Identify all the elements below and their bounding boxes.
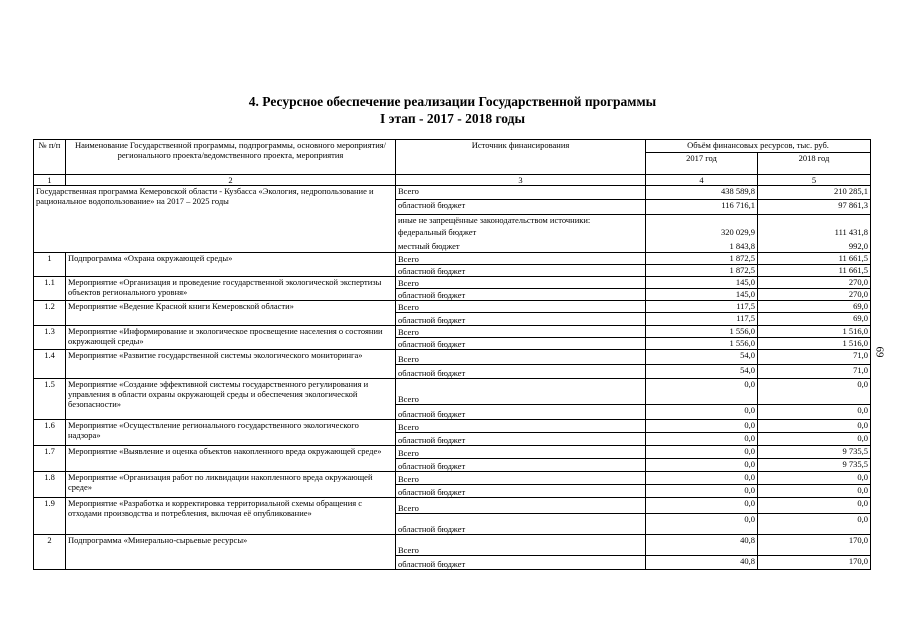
table-row — [34, 253, 871, 265]
value-2018: 0,0 — [758, 379, 871, 405]
source-cell: иные не запрещённые законодательством источники: — [396, 215, 646, 227]
source-cell: областной бюджет — [396, 365, 646, 379]
item-number: 1.5 — [34, 379, 66, 420]
value-2017: 0,0 — [646, 472, 758, 485]
table-row — [34, 326, 871, 338]
header-2017: 2017 год — [646, 153, 758, 175]
value-2017: 117,5 — [646, 301, 758, 313]
value-2018: 71,0 — [758, 350, 871, 365]
page-number: 69 — [873, 346, 886, 358]
value-2017: 117,5 — [646, 313, 758, 326]
value-2017 — [646, 215, 758, 227]
value-2017: 54,0 — [646, 350, 758, 365]
item-number: 1.3 — [34, 326, 66, 350]
header-source: Источник финансирования — [396, 140, 646, 175]
value-2018 — [758, 215, 871, 227]
source-cell: областной бюджет — [396, 514, 646, 535]
item-name: Подпрограмма «Минерально-сырьевые ресурсы» — [66, 535, 396, 570]
value-2018: 69,0 — [758, 313, 871, 326]
value-2018: 97 861,3 — [758, 200, 871, 215]
table-row — [34, 350, 871, 365]
item-name: Подпрограмма «Охрана окружающей среды» — [66, 253, 396, 277]
item-name: Мероприятие «Разработка и корректировка территориальной схемы обращения с отходами производства и потребления, включая её опубликование» — [66, 498, 396, 535]
source-cell: Всего — [396, 379, 646, 405]
item-number: 1.6 — [34, 420, 66, 446]
source-cell: областной бюджет — [396, 200, 646, 215]
source-cell: Всего — [396, 535, 646, 556]
value-2017: 320 029,9 — [646, 227, 758, 241]
item-name: Мероприятие «Выявление и оценка объектов накопленного вреда окружающей среде» — [66, 446, 396, 472]
table-row — [34, 535, 871, 556]
value-2017: 40,8 — [646, 535, 758, 556]
source-cell: местный бюджет — [396, 241, 646, 253]
source-cell: областной бюджет — [396, 313, 646, 326]
value-2017: 0,0 — [646, 514, 758, 535]
item-number: 1.9 — [34, 498, 66, 535]
source-cell: областной бюджет — [396, 459, 646, 472]
document-title: 4. Ресурсное обеспечение реализации Государственной программы — [248, 94, 657, 109]
table-row — [34, 301, 871, 313]
value-2017: 0,0 — [646, 498, 758, 514]
header-index-1: 1 — [34, 175, 66, 186]
value-2018: 0,0 — [758, 485, 871, 498]
value-2017: 0,0 — [646, 459, 758, 472]
value-2018: 170,0 — [758, 535, 871, 556]
table-row — [34, 379, 871, 405]
header-2018: 2018 год — [758, 153, 871, 175]
resource-table — [33, 139, 871, 570]
document-subtitle: I этап - 2017 - 2018 годы — [380, 111, 525, 126]
source-cell: областной бюджет — [396, 289, 646, 301]
value-2018: 69,0 — [758, 301, 871, 313]
value-2018: 0,0 — [758, 420, 871, 433]
value-2018: 1 516,0 — [758, 326, 871, 338]
value-2018: 111 431,8 — [758, 227, 871, 241]
source-cell: Всего — [396, 326, 646, 338]
item-name: Мероприятие «Организация работ по ликвидации накопленного вреда окружающей среде» — [66, 472, 396, 498]
value-2017: 0,0 — [646, 405, 758, 420]
value-2018: 11 661,5 — [758, 253, 871, 265]
source-cell: Всего — [396, 301, 646, 313]
value-2017: 145,0 — [646, 289, 758, 301]
value-2018: 992,0 — [758, 241, 871, 253]
value-2017: 40,8 — [646, 556, 758, 570]
table-row — [34, 420, 871, 433]
value-2018: 210 285,1 — [758, 186, 871, 200]
table-row — [34, 498, 871, 514]
value-2018: 71,0 — [758, 365, 871, 379]
source-cell: Всего — [396, 350, 646, 365]
header-num: № п/п — [34, 140, 66, 175]
value-2017: 1 556,0 — [646, 326, 758, 338]
table-row — [34, 472, 871, 485]
source-cell: областной бюджет — [396, 556, 646, 570]
item-number: 1.8 — [34, 472, 66, 498]
value-2018: 0,0 — [758, 433, 871, 446]
value-2017: 0,0 — [646, 433, 758, 446]
source-cell: областной бюджет — [396, 433, 646, 446]
value-2018: 9 735,5 — [758, 446, 871, 459]
value-2017: 116 716,1 — [646, 200, 758, 215]
value-2018: 1 516,0 — [758, 338, 871, 350]
table-row — [34, 277, 871, 289]
value-2018: 170,0 — [758, 556, 871, 570]
source-cell: Всего — [396, 186, 646, 200]
source-cell: федеральный бюджет — [396, 227, 646, 241]
header-index-5: 5 — [758, 175, 871, 186]
value-2017: 0,0 — [646, 485, 758, 498]
header-volume: Объём финансовых ресурсов, тыс. руб. — [646, 140, 871, 153]
source-cell: Всего — [396, 446, 646, 459]
value-2017: 145,0 — [646, 277, 758, 289]
item-name: Мероприятие «Информирование и экологическое просвещение населения о состоянии окружающей среды» — [66, 326, 396, 350]
item-number: 1 — [34, 253, 66, 277]
source-cell: областной бюджет — [396, 405, 646, 420]
source-cell: Всего — [396, 498, 646, 514]
value-2017: 0,0 — [646, 379, 758, 405]
item-number: 1.7 — [34, 446, 66, 472]
item-number: 1.4 — [34, 350, 66, 379]
header-index-3: 3 — [396, 175, 646, 186]
value-2017: 1 872,5 — [646, 265, 758, 277]
item-number: 2 — [34, 535, 66, 570]
value-2018: 11 661,5 — [758, 265, 871, 277]
value-2018: 0,0 — [758, 498, 871, 514]
item-name: Мероприятие «Осуществление регионального государственного экологического надзора» — [66, 420, 396, 446]
value-2018: 0,0 — [758, 405, 871, 420]
item-number: 1.2 — [34, 301, 66, 326]
item-name: Мероприятие «Создание эффективной системы государственного регулирования и управления в области охраны окружающей среды и обеспечения экологической безопасности» — [66, 379, 396, 420]
header-index-4: 4 — [646, 175, 758, 186]
value-2017: 0,0 — [646, 446, 758, 459]
source-cell: областной бюджет — [396, 338, 646, 350]
value-2017: 1 843,8 — [646, 241, 758, 253]
value-2017: 1 872,5 — [646, 253, 758, 265]
table-row — [34, 446, 871, 459]
source-cell: Всего — [396, 420, 646, 433]
source-cell: областной бюджет — [396, 265, 646, 277]
source-cell: Всего — [396, 253, 646, 265]
source-cell: Всего — [396, 277, 646, 289]
item-name: Мероприятие «Организация и проведение государственной экологической экспертизы объектов регионального уровня» — [66, 277, 396, 301]
value-2017: 1 556,0 — [646, 338, 758, 350]
value-2018: 0,0 — [758, 472, 871, 485]
value-2018: 270,0 — [758, 277, 871, 289]
item-name: Мероприятие «Ведение Красной книги Кемеровской области» — [66, 301, 396, 326]
value-2017: 54,0 — [646, 365, 758, 379]
header-index-2: 2 — [66, 175, 396, 186]
value-2018: 9 735,5 — [758, 459, 871, 472]
value-2018: 0,0 — [758, 514, 871, 535]
item-number: 1.1 — [34, 277, 66, 301]
value-2017: 0,0 — [646, 420, 758, 433]
value-2017: 438 589,8 — [646, 186, 758, 200]
source-cell: областной бюджет — [396, 485, 646, 498]
source-cell: Всего — [396, 472, 646, 485]
program-name: Государственная программа Кемеровской области - Кузбасса «Экология, недропользование и рациональное водопользование» на 2017 – 2025 годы — [34, 186, 396, 253]
header-name: Наименование Государственной программы, подпрограммы, основного мероприятия/регионального проекта/ведомственного проекта, мероприятия — [66, 140, 396, 175]
item-name: Мероприятие «Развитие государственной системы экологического мониторинга» — [66, 350, 396, 379]
value-2018: 270,0 — [758, 289, 871, 301]
